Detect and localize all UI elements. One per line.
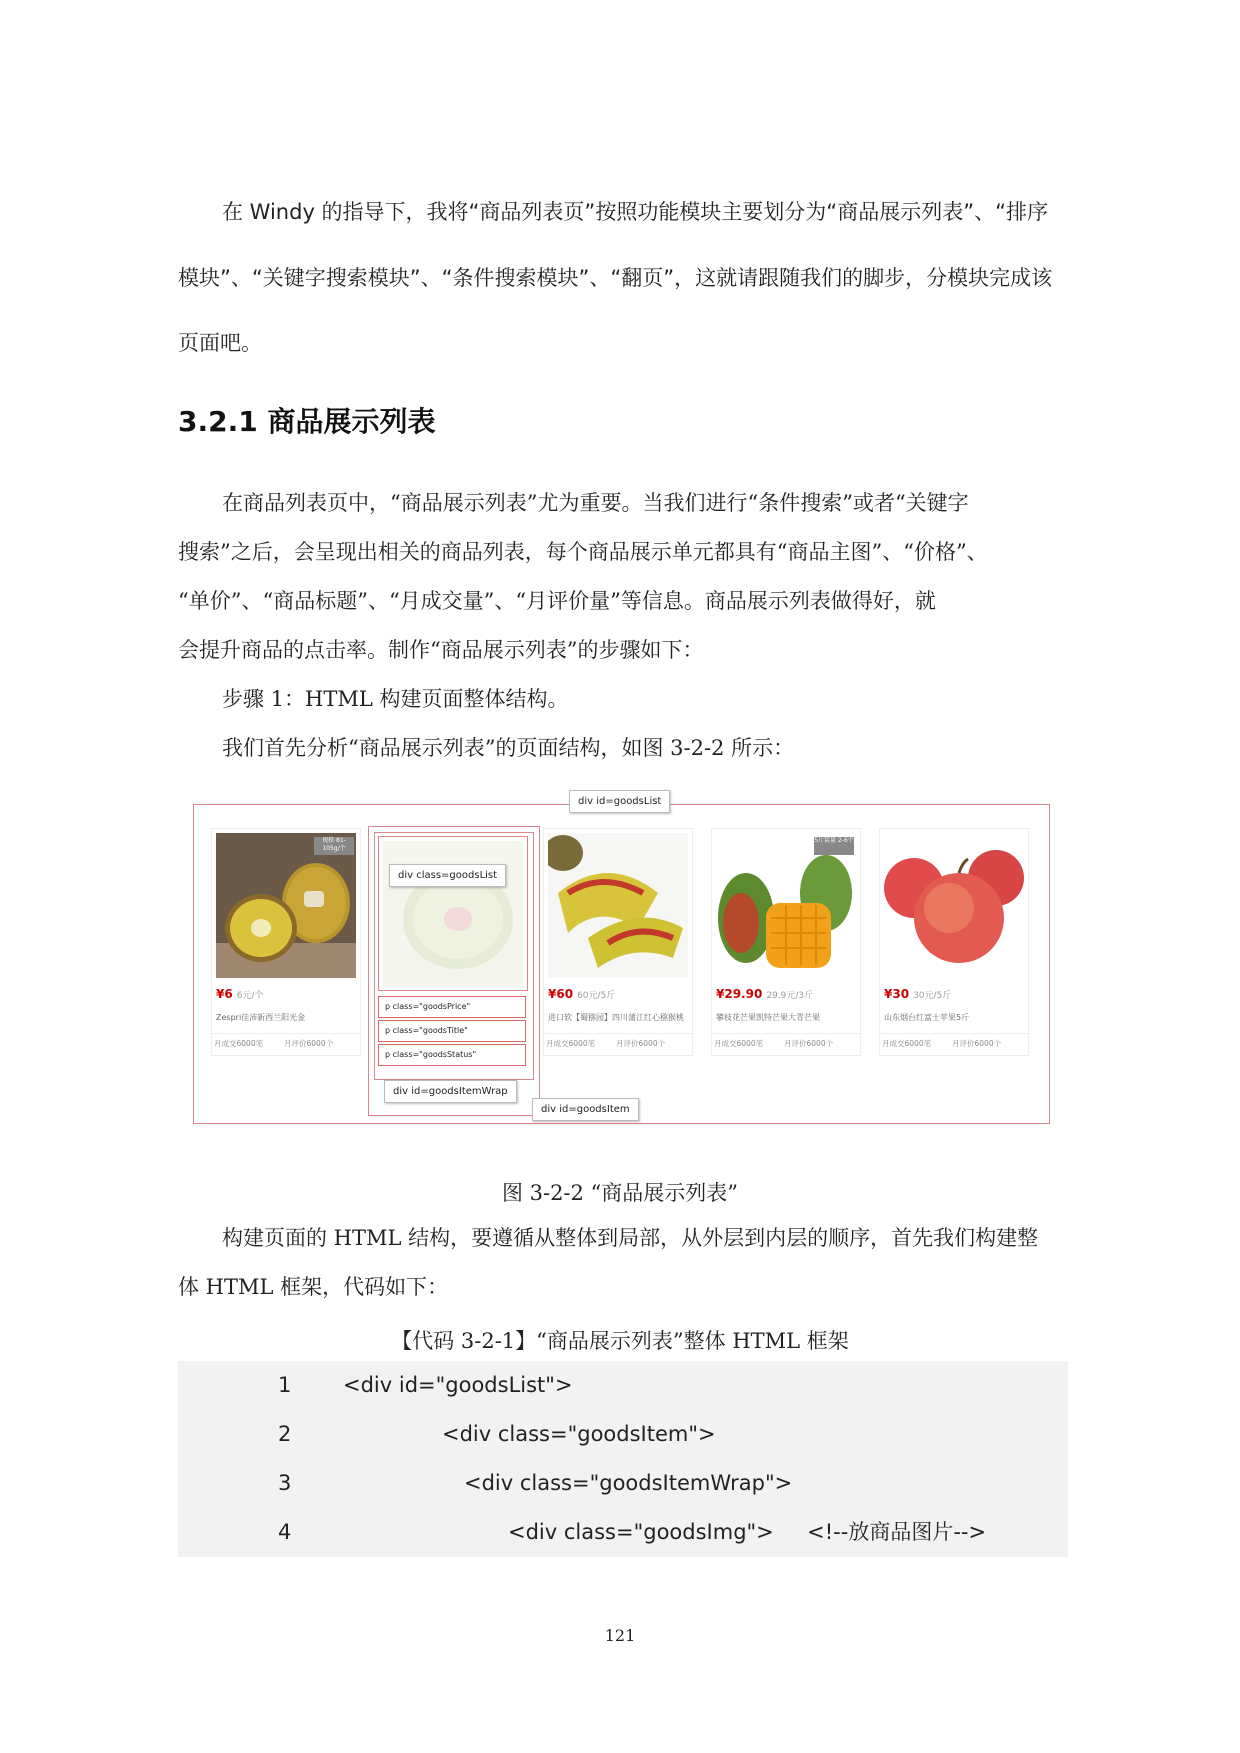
step-1: 步骤 1：HTML 构建页面整体结构。	[222, 687, 569, 711]
kiwi-slice-image	[383, 841, 523, 986]
goods-status: 月成交6000笔 月评价6000个	[212, 1033, 360, 1053]
product-card	[711, 828, 861, 1056]
intro-line-2: 模块”、“关键字搜索模块”、“条件搜索模块”、“翻页”，这就请跟随我们的脚步，分模块完成该	[178, 266, 1053, 290]
after-figure-line-1: 构建页面的 HTML 结构，要遵循从整体到局部，从外层到内层的顺序，首先我们构建整	[222, 1226, 1039, 1250]
code-title: 【代码 3-2-1】“商品展示列表”整体 HTML 框架	[391, 1329, 849, 1353]
goods-title: Zespri佳沛新西兰阳光金	[216, 1013, 306, 1022]
figure-intro: 我们首先分析“商品展示列表”的页面结构，如图 3-2-2 所示：	[222, 736, 795, 760]
product-card	[543, 828, 693, 1056]
figure-goods-list	[193, 798, 1050, 1128]
code-line: 4 <div class="goodsImg"> <!--放商品图片-->	[278, 1520, 987, 1544]
goods-status: 月成交6000笔 月评价6000个	[880, 1033, 1028, 1053]
intro-line-1: 在 Windy 的指导下，我将“商品列表页”按照功能模块主要划分为“商品展示列表”、“排序	[222, 200, 1048, 224]
after-figure-line-2: 体 HTML 框架，代码如下：	[178, 1275, 449, 1299]
product-card-annotated	[378, 836, 528, 991]
goods-title: 山东烟台红富士苹果5斤	[884, 1013, 970, 1022]
label-goods-list-class: div class=goodsList	[389, 864, 506, 887]
product-card	[211, 828, 361, 1056]
label-goods-title: p class="goodsTitle"	[378, 1020, 526, 1042]
goods-price: ¥6 6元/个	[216, 987, 264, 1001]
goods-title: 进口软【蜀猕园】四川蒲江红心猕猴桃	[548, 1013, 684, 1022]
code-line: 1 <div id="goodsList">	[278, 1373, 573, 1397]
goods-price: ¥60 60元/5斤	[548, 987, 616, 1001]
figure-caption: 图 3-2-2 “商品展示列表”	[501, 1181, 739, 1205]
label-goods-price: p class="goodsPrice"	[378, 996, 526, 1018]
body-line-3: “单价”、“商品标题”、“月成交量”、“月评价量”等信息。商品展示列表做得好，就	[178, 589, 936, 613]
label-goods-item-wrap: div id=goodsItemWrap	[384, 1080, 517, 1103]
spec-badge: 规格 81-105g/个	[314, 837, 354, 855]
goods-status: 月成交6000笔 月评价6000个	[544, 1033, 692, 1053]
goods-status: 月成交6000笔 月评价6000个	[712, 1033, 860, 1053]
goods-price: ¥29.90 29.9元/3斤	[716, 987, 814, 1001]
body-line-4: 会提升商品的点击率。制作“商品展示列表”的步骤如下：	[178, 638, 704, 662]
label-goods-item: div id=goodsItem	[532, 1098, 639, 1121]
apple-image	[884, 833, 1024, 978]
label-goods-status: p class="goodsStatus"	[378, 1044, 526, 1066]
product-card	[879, 828, 1029, 1056]
goods-title: 攀枝花芒果凯特芒果大青芒果	[716, 1013, 820, 1022]
intro-line-3: 页面吧。	[178, 331, 262, 355]
body-line-2: 搜索”之后，会呈现出相关的商品列表，每个商品展示单元都具有“商品主图”、“价格”、	[178, 540, 988, 564]
body-line-1: 在商品列表页中，“商品展示列表”尤为重要。当我们进行“条件搜索”或者“关键字	[222, 491, 969, 515]
goods-price: ¥30 30元/5斤	[884, 987, 952, 1001]
section-heading: 3.2.1 商品展示列表	[178, 405, 436, 438]
label-goods-list: div id=goodsList	[569, 790, 670, 813]
code-line: 2 <div class="goodsItem">	[278, 1422, 716, 1446]
code-block	[178, 1361, 1068, 1557]
page-number: 121	[604, 1626, 636, 1645]
code-line: 3 <div class="goodsItemWrap">	[278, 1471, 793, 1495]
spec-badge: 5斤装量 2-6个	[814, 837, 854, 855]
red-kiwi-image	[548, 833, 688, 978]
